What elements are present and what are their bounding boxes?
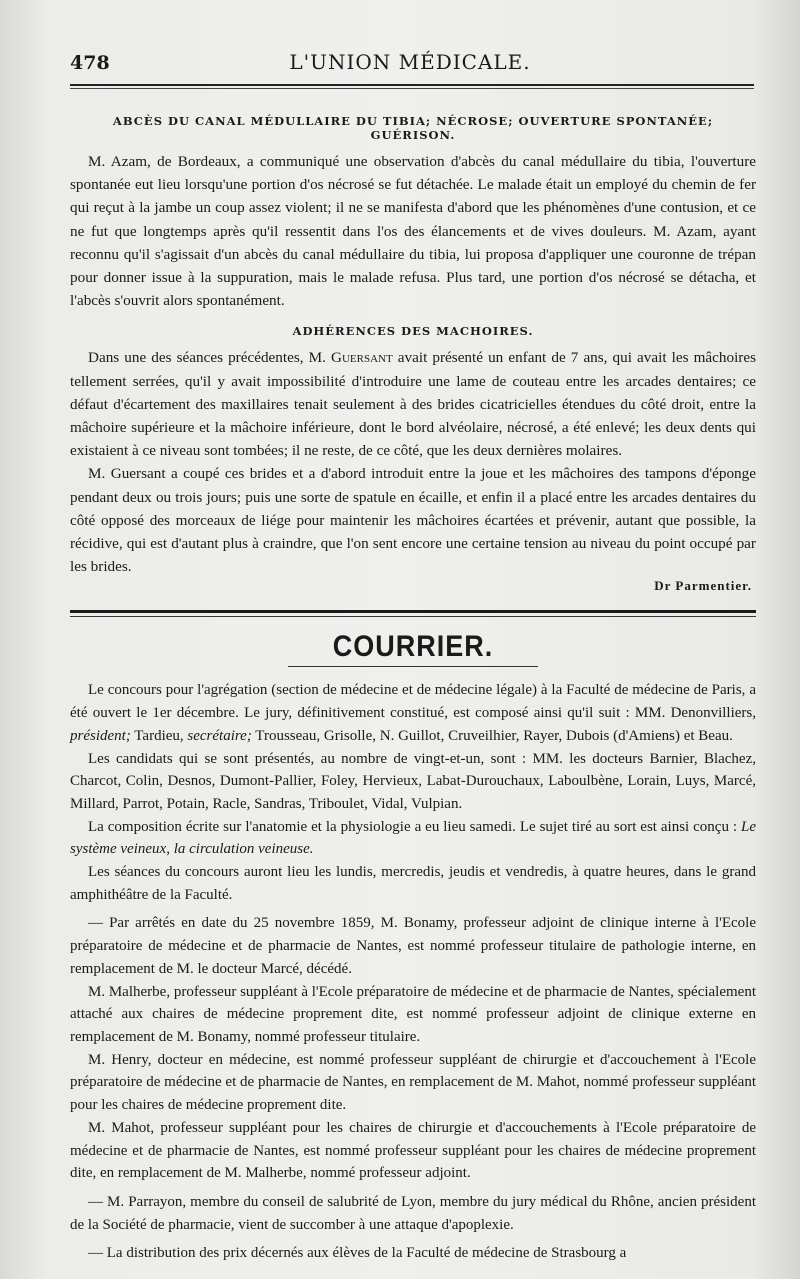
news-paragraph: M. Malherbe, professeur suppléant à l'Ecole préparatoire de médecine et de pharmacie de Nantes, spécialement attaché aux chaires de médecine proprement dite, est nommé professeur adjoint de clinique externe en remplacement de M. Bonamy, nommé professeur titulaire. [70,983,756,1045]
signature: Dr Parmentier. [654,578,752,594]
news-paragraph: La composition écrite sur l'anatomie et la physiologie a eu lieu samedi. Le sujet tiré au sort est ainsi conçu : Le système veineux, la circulation veineuse. [70,818,756,858]
article-paragraph: M. Guersant a coupé ces brides et a d'abord introduit entre la joue et les mâchoires des tampons d'éponge pendant deux ou trois jours; puis une sorte de spatule en écaille, et enfin il a placé entre les arcades dentaires du côté opposé des morceaux de liége pour maintenir les mâchoires écartées et prévenir, autant que possible, la récidive, qui est d'autant plus à craindre, que l'on sent encore une certaine tension au niveau du point occupé par les brides. [70,465,756,576]
heading-underline [288,666,538,667]
running-title: L'UNION MÉDICALE. [289,50,531,74]
article-paragraph: Dans une des séances précédentes, M. Guersant avait présenté un enfant de 7 ans, qui avait les mâchoires tellement serrées, qu'il y avait impossibilité d'introduire une lame de couteau entre les arcades dentaires; ce défaut d'écartement des maxillaires tenait seulement à des brides cicatricielles étendues du côté droit, entre la mâchoire supérieure et la mâchoire inférieure, dont le bord alvéolaire, nécrosé, a été enlevé; les deux dents qui existaient à ce niveau sont tombées; il ne reste, de ce côté, que les deux dernières molaires. [70,349,756,460]
news-paragraph: Le concours pour l'agrégation (section de médecine et de médecine légale) à la Faculté de médecine de Paris, a été ouvert le 1er décembre. Le jury, définitivement constitué, est composé ainsi qu'il suit : MM. Denonvilliers, président; Tardieu, secrétaire; Trousseau, Grisolle, N. Guillot, Cruveilhier, Rayer, Dubois (d'Amiens) et Beau. [70,682,756,744]
article-paragraph: M. Azam, de Bordeaux, a communiqué une observation d'abcès du canal médullaire du tibia, l'ouverture spontanée eut lieu lorsqu'une portion d'os nécrosé se fut détachée. Le malade était un employé du chemin de fer qui reçut à la jambe un coup assez violent; il ne se manifesta d'abord que les phénomènes d'une contusion, et ce ne fut que longtemps après qu'il ressentit dans l'os des élancements et de vives douleurs. M. Azam, ayant reconnu qu'il s'agissait d'un abcès du canal médullaire du tibia, lui proposa d'appliquer une couronne de trépan pour donner issue à la suppuration, mais le malade refusa. Plus tard, une portion d'os nécrosé se détacha, et l'abcès s'ouvrit alors spontanément. [70,153,756,310]
section-divider [70,610,756,617]
news-paragraph: — Par arrêtés en date du 25 novembre 1859, M. Bonamy, professeur adjoint de clinique interne à l'Ecole préparatoire de médecine et de pharmacie de Nantes, est nommé professeur titulaire de pathologie interne, en remplacement de M. le docteur Marcé, décédé. [70,915,756,977]
author-name: Guersant [331,349,393,367]
article-title-tibia: ABCÈS DU CANAL MÉDULLAIRE DU TIBIA; NÉCROSE; OUVERTURE SPONTANÉE; GUÉRISON. [112,114,714,142]
news-paragraph: — La distribution des prix décernés aux élèves de la Faculté de médecine de Strasbourg a [88,1245,627,1262]
news-paragraph: M. Mahot, professeur suppléant pour les chaires de chirurgie et d'accouchements à l'Ecole préparatoire de médecine et de pharmacie de Nantes, est nommé professeur suppléant pour les chaires de médecine proprement dite, en remplacement de M. Malherbe, nommé professeur adjoint. [70,1119,756,1182]
news-paragraph: — M. Parrayon, membre du conseil de salubrité de Lyon, membre du jury médical du Rhône, ancien président de la Société de pharmacie, vient de succomber à une attaque d'apoplexie. [70,1193,756,1233]
page-content [70,104,756,1265]
header-rule-thin [70,88,754,89]
header-rule [70,84,754,86]
news-paragraph: M. Henry, docteur en médecine, est nommé professeur suppléant de chirurgie et d'accouchement à l'Ecole préparatoire de médecine et de pharmacie de Nantes, en remplacement de M. Mahot, nommé professeur suppléant pour les chaires de médecine proprement dite. [70,1051,756,1114]
section-heading-courrier: COURRIER. [332,629,494,663]
news-paragraph: Les séances du concours auront lieu les lundis, mercredis, jeudis et vendredis, à quatre heures, dans le grand amphithéâtre de la Faculté. [70,864,756,903]
news-paragraph: Les candidats qui se sont présentés, au nombre de vingt-et-un, sont : MM. les docteurs Barnier, Blachez, Charcot, Colin, Desnos, Dumont-Pallier, Foley, Hervieux, Labat-Durouchaux, Laboulbène, Lorain, Luys, Marcé, Millard, Parrot, Potain, Racle, Sandras, Triboulet, Vidal, Vulpian. [70,750,756,812]
page-number: 478 [70,52,110,74]
courrier-news [70,679,756,1265]
page-header [70,48,750,78]
article-title-machoires: ADHÉRENCES DES MACHOIRES. [292,324,534,339]
